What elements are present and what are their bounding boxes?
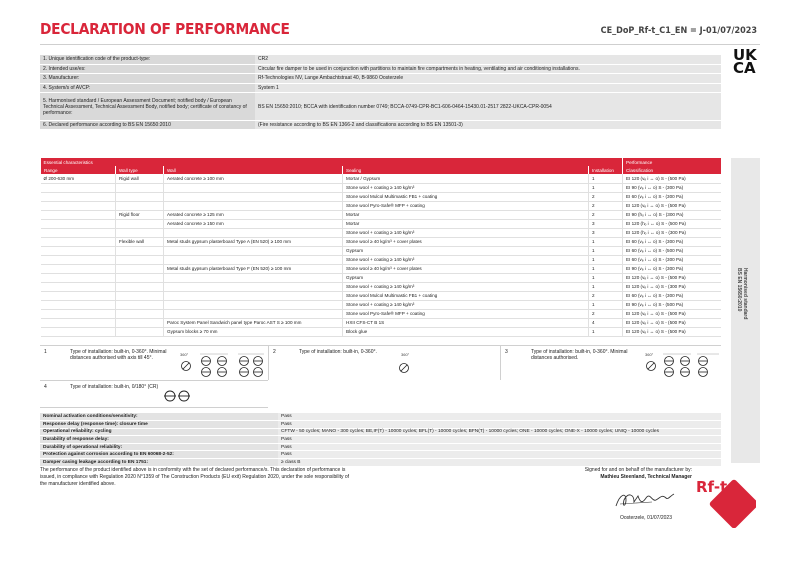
performance-key: Damper casing leakage according to EN 1751: [40, 459, 278, 467]
performance-summary-rows [40, 413, 721, 466]
cell-range [41, 318, 116, 327]
header-divider [40, 44, 760, 45]
cell-wall [164, 201, 343, 210]
ident-key: 1. Unique identification code of the product-type: [40, 55, 255, 64]
ident-value: BS EN 15650:2010; BCCA with identification number 0749; BCCA-0749-CPR-BC1-606-0464-15430.01-2517 2822-UKCA-CPR-0054 [255, 93, 721, 121]
table-row [41, 183, 722, 192]
cell-sealing: Mortar [343, 210, 589, 219]
cell-sealing: Stone wool ≥ 40 kg/m³ + cover plates [343, 237, 589, 246]
cell-sealing: Gypsum [343, 273, 589, 282]
cell-wall-type [116, 183, 164, 192]
cell-wall-type [116, 273, 164, 282]
cell-range [41, 237, 116, 246]
table-row [41, 192, 722, 201]
performance-value: Pass [278, 421, 721, 429]
signature-block [540, 467, 692, 481]
cell-range [41, 183, 116, 192]
cell-classification: EI 120 (vₑ i ↔ o) S - (500 Pa) [623, 174, 722, 183]
cell-wall [164, 228, 343, 237]
installation-number: 1 [44, 349, 47, 355]
cell-range [41, 246, 116, 255]
installation-text: Type of installation: built-in, 0-360°. [299, 349, 377, 355]
ident-row [40, 74, 721, 83]
performance-row [40, 451, 721, 459]
installation-3 [500, 345, 721, 380]
cell-classification: EI 120 (hₒ i ↔ o) S - (500 Pa) [623, 219, 722, 228]
signatory-name: Mathieu Steenland, Technical Manager [600, 474, 692, 480]
table-row [41, 210, 722, 219]
cell-installation: 1 [589, 282, 623, 291]
cell-sealing: Gypsum [343, 246, 589, 255]
performance-table [40, 158, 721, 337]
cell-classification: EI 90 (vₑ i ↔ o) S - (300 Pa) [623, 183, 722, 192]
cell-sealing: Stone wool Pyro-Safe® MFP + coating [343, 309, 589, 318]
diagram-angle-label: 360° [401, 352, 410, 357]
ident-value: CR2 [255, 55, 721, 64]
cell-wall-type: Rigid wall [116, 174, 164, 183]
cell-classification: EI 90 (vₑ i ↔ o) S - (500 Pa) [623, 300, 722, 309]
cell-installation: 1 [589, 300, 623, 309]
cell-wall [164, 282, 343, 291]
ident-value: Rf-Technologies NV, Lange Ambachtstraat 40, B-9860 Oosterzele [255, 74, 721, 83]
cell-range [41, 300, 116, 309]
logo-text: Rf-t [696, 478, 728, 496]
performance-key: Durability of operational reliability: [40, 443, 278, 451]
cell-range [41, 273, 116, 282]
cell-installation: 3 [589, 219, 623, 228]
installation-number: 2 [273, 349, 276, 355]
cell-sealing: Stone wool + coating ≥ 140 kg/m³ [343, 228, 589, 237]
table-row [41, 327, 722, 336]
cell-sealing: Stone wool Mulcol Multimastic FB1 + coating [343, 192, 589, 201]
table-row [41, 318, 722, 327]
cell-wall: Aerated concrete ≥ 100 mm [164, 174, 343, 183]
cell-wall [164, 255, 343, 264]
cell-range: Ø 200-630 mm [41, 174, 116, 183]
cell-installation: 1 [589, 273, 623, 282]
cell-wall-type: Rigid floor [116, 210, 164, 219]
cell-classification: EI 60 (vₑ i ↔ o) S - (300 Pa) [623, 192, 722, 201]
performance-row [40, 421, 721, 429]
cell-sealing: Stone wool + coating ≥ 140 kg/m³ [343, 300, 589, 309]
cell-installation: 1 [589, 237, 623, 246]
cell-installation: 2 [589, 291, 623, 300]
cell-installation: 1 [589, 246, 623, 255]
cell-sealing: Mortar / Gypsum [343, 174, 589, 183]
document-reference: CE_DoP_Rf-t_C1_EN = J-01/07/2023 [600, 26, 757, 36]
side-label-line2: BS EN 15650:2010 [736, 268, 742, 312]
performance-value: CFTW - 50 cycles; MANO - 300 cycles; BE,IF(T) - 10000 cycles; BFL(T) - 10000 cycles; BFN(T) - 10000 cycles; ONE - 10000 cycles; ONE-X - 10000 cycles; UNIQ - 10000 cycles [278, 428, 721, 436]
table-row [41, 174, 722, 183]
col-classification: Classification [623, 166, 722, 174]
performance-key: Operational reliability: cycling [40, 428, 278, 436]
performance-key: Protection against corrosion according to EN 60068-2-52: [40, 451, 278, 459]
installation-text: Type of installation: built-in, 0-360°. Minimal distances authorised with axis till 45°. [70, 349, 167, 361]
cell-wall-type [116, 327, 164, 336]
column-header-row [41, 166, 722, 174]
cell-wall-type [116, 309, 164, 318]
col-wall-type: Wall type [116, 166, 164, 174]
cell-range [41, 228, 116, 237]
cell-wall: Aerated concrete ≥ 125 mm [164, 210, 343, 219]
ukca-mark [733, 46, 761, 77]
installation-1 [40, 345, 268, 380]
cell-wall: Paroc System Panel Sandwich panel type Paroc AST S ≥ 100 mm [164, 318, 343, 327]
cell-classification: EI 120 (vₑ i ↔ o) S - (500 Pa) [623, 318, 722, 327]
rf-t-logo [694, 470, 756, 528]
cell-installation: 1 [589, 327, 623, 336]
cell-classification: EI 60 (vₑ i ↔ o) S - (500 Pa) [623, 246, 722, 255]
table-row [41, 309, 722, 318]
cell-wall-type [116, 246, 164, 255]
cell-installation: 1 [589, 183, 623, 192]
installation-number: 3 [505, 349, 508, 355]
cell-sealing: HXII CFS-CT B 1S [343, 318, 589, 327]
cell-classification: EI 60 (vₑ i ↔ o) S - (300 Pa) [623, 237, 722, 246]
cell-wall-type [116, 300, 164, 309]
installation-text: Type of installation: built-in, 0/180° (CR) [70, 384, 159, 390]
ukca-line1: UK [733, 46, 757, 64]
cell-classification: EI 90 (hₒ i ↔ o) S - (300 Pa) [623, 210, 722, 219]
cell-classification: EI 120 (hₒ i ↔ o) S - (300 Pa) [623, 228, 722, 237]
cell-wall [164, 246, 343, 255]
ident-row [40, 83, 721, 92]
performance-row [40, 436, 721, 444]
installation-4 [40, 380, 268, 408]
performance-row [40, 413, 721, 421]
table-row [41, 291, 722, 300]
installation-text: Type of installation: built-in, 0-360°. Minimal distances authorised. [531, 349, 628, 361]
cell-installation: 4 [589, 318, 623, 327]
table-row [41, 255, 722, 264]
performance-value: Pass [278, 443, 721, 451]
cell-installation: 2 [589, 210, 623, 219]
signature-intro: Signed for and on behalf of the manufacturer by: [584, 467, 692, 473]
signature-place-date: Oosterzele, 01/07/2023 [620, 515, 672, 521]
cell-installation: 2 [589, 201, 623, 210]
cell-wall: Metal studs gypsum plasterboard Type F (EN 520) ≥ 100 mm [164, 264, 343, 273]
cell-classification: EI 90 (vₑ i ↔ o) S - (300 Pa) [623, 264, 722, 273]
cell-range [41, 282, 116, 291]
performance-key: Durability of response delay: [40, 436, 278, 444]
performance-value: Pass [278, 451, 721, 459]
cell-sealing: Stone wool + coating ≥ 140 kg/m³ [343, 183, 589, 192]
cell-wall [164, 273, 343, 282]
cell-wall-type [116, 201, 164, 210]
cell-wall [164, 183, 343, 192]
col-wall: Wall [164, 166, 343, 174]
cell-range [41, 255, 116, 264]
cell-range [41, 201, 116, 210]
table-row [41, 228, 722, 237]
cell-classification: EI 120 (vₑ i ↔ o) S - (500 Pa) [623, 201, 722, 210]
cell-installation: 3 [589, 228, 623, 237]
cell-wall-type [116, 219, 164, 228]
performance-value: ≥ class B [278, 459, 721, 467]
ukca-line2: CA [733, 59, 756, 77]
ident-row [40, 93, 721, 121]
ident-key: 2. Intended use/es: [40, 64, 255, 73]
performance-row [40, 443, 721, 451]
performance-value: Pass [278, 436, 721, 444]
diagram-angle-label: 360° [180, 352, 189, 357]
declaration-text: The performance of the product identified above is in conformity with the set of declared performance/s. This declaration of performance is issued, in compliance with Regulation 2020 N°1359 of The Construction Products (EU exit) Regulation 2020, under the sole responsibility of the manufacturer identified above. [40, 467, 350, 487]
cell-classification: EI 120 (vₑ i ↔ o) S - (500 Pa) [623, 273, 722, 282]
ident-key: 5. Harmonised standard / European Assessment Document; notified body / European Technical Assessment, Technical Assessment Body, notified body; certificate of constancy of performance: [40, 93, 255, 121]
installation-3-diagram [643, 350, 721, 378]
cell-wall [164, 192, 343, 201]
table-row [41, 273, 722, 282]
ident-value: (Fire resistance according to BS EN 1366-2 and classifications according to BS EN 13501-3) [255, 121, 721, 130]
cell-range [41, 291, 116, 300]
performance-key: Response delay (response time): closure time [40, 421, 278, 429]
installation-2-diagram [393, 350, 423, 378]
cell-installation: 1 [589, 264, 623, 273]
performance-key: Nominal activation conditions/sensitivity: [40, 413, 278, 421]
cell-range [41, 192, 116, 201]
cell-wall-type: Flexible wall [116, 237, 164, 246]
ident-key: 3. Manufacturer: [40, 74, 255, 83]
cell-classification: EI 120 (vₑ i ↔ o) S - (300 Pa) [623, 282, 722, 291]
table-row [41, 246, 722, 255]
cell-sealing: Stone wool Mulcol Multimastic FB1 + coating [343, 291, 589, 300]
cell-wall: Metal studs gypsum plasterboard Type A (EN 520) ≥ 100 mm [164, 237, 343, 246]
cell-wall-type [116, 192, 164, 201]
cell-classification: EI 60 (vₑ i ↔ o) S - (300 Pa) [623, 255, 722, 264]
cell-range [41, 327, 116, 336]
table-row [41, 219, 722, 228]
cell-range [41, 210, 116, 219]
col-installation: Installation [589, 166, 623, 174]
cell-sealing: Mortar [343, 219, 589, 228]
cell-installation: 1 [589, 174, 623, 183]
cell-installation: 2 [589, 192, 623, 201]
table-row [41, 282, 722, 291]
cell-sealing: Stone wool Pyro-Safe® MFP + coating [343, 201, 589, 210]
ident-key: 4. System/s of AVCP: [40, 83, 255, 92]
document-title: DECLARATION OF PERFORMANCE [40, 20, 290, 38]
installation-number: 4 [44, 384, 47, 390]
cell-sealing: Stone wool ≥ 40 kg/m³ + cover plates [343, 264, 589, 273]
performance-header: Performance [623, 158, 722, 166]
cell-wall: Aerated concrete ≥ 150 mm [164, 219, 343, 228]
cell-classification: EI 60 (vₑ i ↔ o) S - (300 Pa) [623, 291, 722, 300]
cell-classification: EI 120 (vₑ i ↔ o) S - (500 Pa) [623, 327, 722, 336]
ident-row [40, 64, 721, 73]
table-row [41, 237, 722, 246]
cell-wall-type [116, 264, 164, 273]
cell-wall: Gypsum blocks ≥ 70 mm [164, 327, 343, 336]
side-label-line1: Harmonised standard [742, 268, 748, 320]
cell-wall [164, 291, 343, 300]
performance-rows [41, 174, 722, 336]
col-sealing: Sealing [343, 166, 589, 174]
performance-value: Pass [278, 413, 721, 421]
identification-table [40, 55, 721, 130]
ident-value: System 1 [255, 83, 721, 92]
installation-4-diagram [162, 386, 202, 406]
ident-key: 6. Declared performance according to BS EN 15650:2010 [40, 121, 255, 130]
diagram-angle-label: 360° [645, 352, 654, 357]
side-label [736, 268, 748, 319]
cell-range [41, 264, 116, 273]
cell-sealing: Stone wool + coating ≥ 140 kg/m³ [343, 255, 589, 264]
cell-wall-type [116, 228, 164, 237]
ident-row [40, 121, 721, 130]
cell-wall [164, 309, 343, 318]
cell-installation: 2 [589, 309, 623, 318]
table-row [41, 264, 722, 273]
cell-range [41, 219, 116, 228]
section-header-row [41, 158, 722, 166]
performance-summary-table [40, 413, 721, 467]
cell-classification: EI 120 (vₑ i ↔ o) S - (500 Pa) [623, 309, 722, 318]
cell-sealing: Block glue [343, 327, 589, 336]
cell-wall [164, 300, 343, 309]
cell-wall-type [116, 318, 164, 327]
table-row [41, 201, 722, 210]
essential-characteristics-header: Essential characteristics [41, 158, 623, 166]
performance-row [40, 428, 721, 436]
cell-range [41, 309, 116, 318]
table-row [41, 300, 722, 309]
cell-installation: 1 [589, 255, 623, 264]
performance-row [40, 459, 721, 467]
ident-value: Circular fire damper to be used in conjunction with partitions to maintain fire compartments in heating, ventilating and air conditioning installations. [255, 64, 721, 73]
cell-wall-type [116, 291, 164, 300]
installation-1-diagram [178, 350, 266, 378]
installation-2 [268, 345, 500, 380]
cell-sealing: Stone wool + coating ≥ 140 kg/m³ [343, 282, 589, 291]
cell-wall-type [116, 255, 164, 264]
handwritten-signature [612, 488, 682, 512]
col-range: Range [41, 166, 116, 174]
cell-wall-type [116, 282, 164, 291]
ident-row [40, 55, 721, 64]
